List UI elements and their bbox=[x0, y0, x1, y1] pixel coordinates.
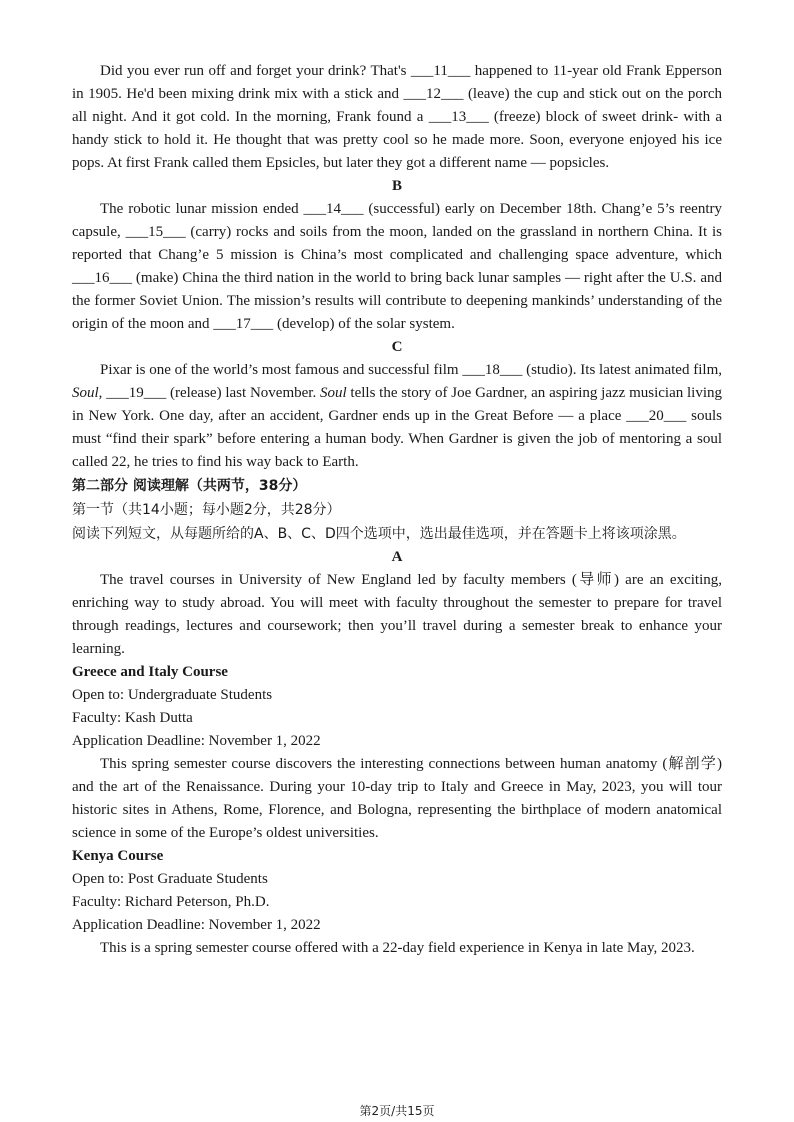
course-title-greece-italy: Greece and Italy Course bbox=[72, 664, 228, 680]
passage-c-text-1: Pixar is one of the world’s most famous and successful film ___18___ (studio). Its latest animated film, bbox=[100, 362, 722, 378]
course-title-kenya: Kenya Course bbox=[72, 848, 164, 864]
course-open-to: Open to: Post Graduate Students bbox=[72, 871, 268, 887]
course-open-to: Open to: Undergraduate Students bbox=[72, 687, 273, 703]
section-one-title: 第一节（共14小题；每小题2分，共28分） bbox=[72, 502, 341, 518]
passage-c-text-3: tells the story of Joe Gardner, an aspiring jazz musician living in New York. One day, after an accident, Gardner ends up in the Great Before — a place ___20___ souls must “find their spark” before entering a human body. When Gardner is given the job of mentoring a soul called 22, he tries to find his way back to Earth. bbox=[72, 385, 722, 470]
page-number-footer: 第2页/共15页 bbox=[359, 1104, 435, 1118]
page-content bbox=[72, 60, 722, 960]
section-heading-b: B bbox=[391, 178, 402, 194]
course-deadline: Application Deadline: November 1, 2022 bbox=[72, 917, 321, 933]
part-two-title: 第二部分 阅读理解（共两节，38分） bbox=[72, 478, 307, 494]
reading-heading-a: A bbox=[391, 549, 403, 565]
cloze-passage-b: The robotic lunar mission ended ___14___ (successful) early on December 18th. Chang’e 5’s reentry capsule, ___15___ (carry) rocks and soils from the moon, landed on the grassland in northern China. It is reported that Chang’e 5 mission is China’s most complicated and challenging space adventure, which ___16___ (make) China the third nation in the world to bring back lunar samples — right after the U.S. and the former Soviet Union. The mission’s results will contribute to deepening mankinds’ understanding of the origin of the moon and ___17___ (develop) of the solar system. bbox=[72, 201, 722, 332]
course-description: This is a spring semester course offered with a 22-day field experience in Kenya in late May, 2023. bbox=[100, 940, 695, 956]
cloze-passage-c bbox=[72, 359, 722, 474]
passage-c-text-2: , ___19___ (release) last November. bbox=[98, 385, 320, 401]
course-description: This spring semester course discovers the interesting connections between human anatomy (解剖学) and the art of the Renaissance. During your 10-day trip to Italy and Greece in May, 2023, you will tour historic sites in Athens, Rome, Florence, and Bologna, representing the birthplace of modern anatomical science in some of the Europe’s oldest universities. bbox=[72, 756, 722, 841]
film-title-soul: Soul bbox=[319, 385, 347, 401]
reading-instructions: 阅读下列短文，从每题所给的A、B、C、D四个选项中，选出最佳选项，并在答题卡上将该项涂黑。 bbox=[72, 526, 686, 542]
course-faculty: Faculty: Richard Peterson, Ph.D. bbox=[72, 894, 270, 910]
film-title-soul: Soul bbox=[72, 385, 99, 401]
course-deadline: Application Deadline: November 1, 2022 bbox=[72, 733, 321, 749]
course-faculty: Faculty: Kash Dutta bbox=[72, 710, 193, 726]
cloze-passage-a-continued: Did you ever run off and forget your drink? That's ___11___ happened to 11-year old Frank Epperson in 1905. He'd been mixing drink mix with a stick and ___12___ (leave) the cup and stick out on the porch all night. And it got cold. In the morning, Frank found a ___13___ (freeze) block of sweet drink- with a handy stick to hold it. He thought that was pretty cool so he made more. Soon, everyone enjoyed his ice pops. At first Frank called them Epsicles, but later they got a different name — popsicles. bbox=[72, 63, 722, 171]
section-heading-c: C bbox=[391, 339, 403, 355]
reading-intro: The travel courses in University of New England led by faculty members (导师) are an exciting, enriching way to study abroad. You will meet with faculty throughout the semester to prepare for travel through readings, lectures and coursework; then you’ll travel during a semester break to enhance your learning. bbox=[72, 572, 722, 657]
